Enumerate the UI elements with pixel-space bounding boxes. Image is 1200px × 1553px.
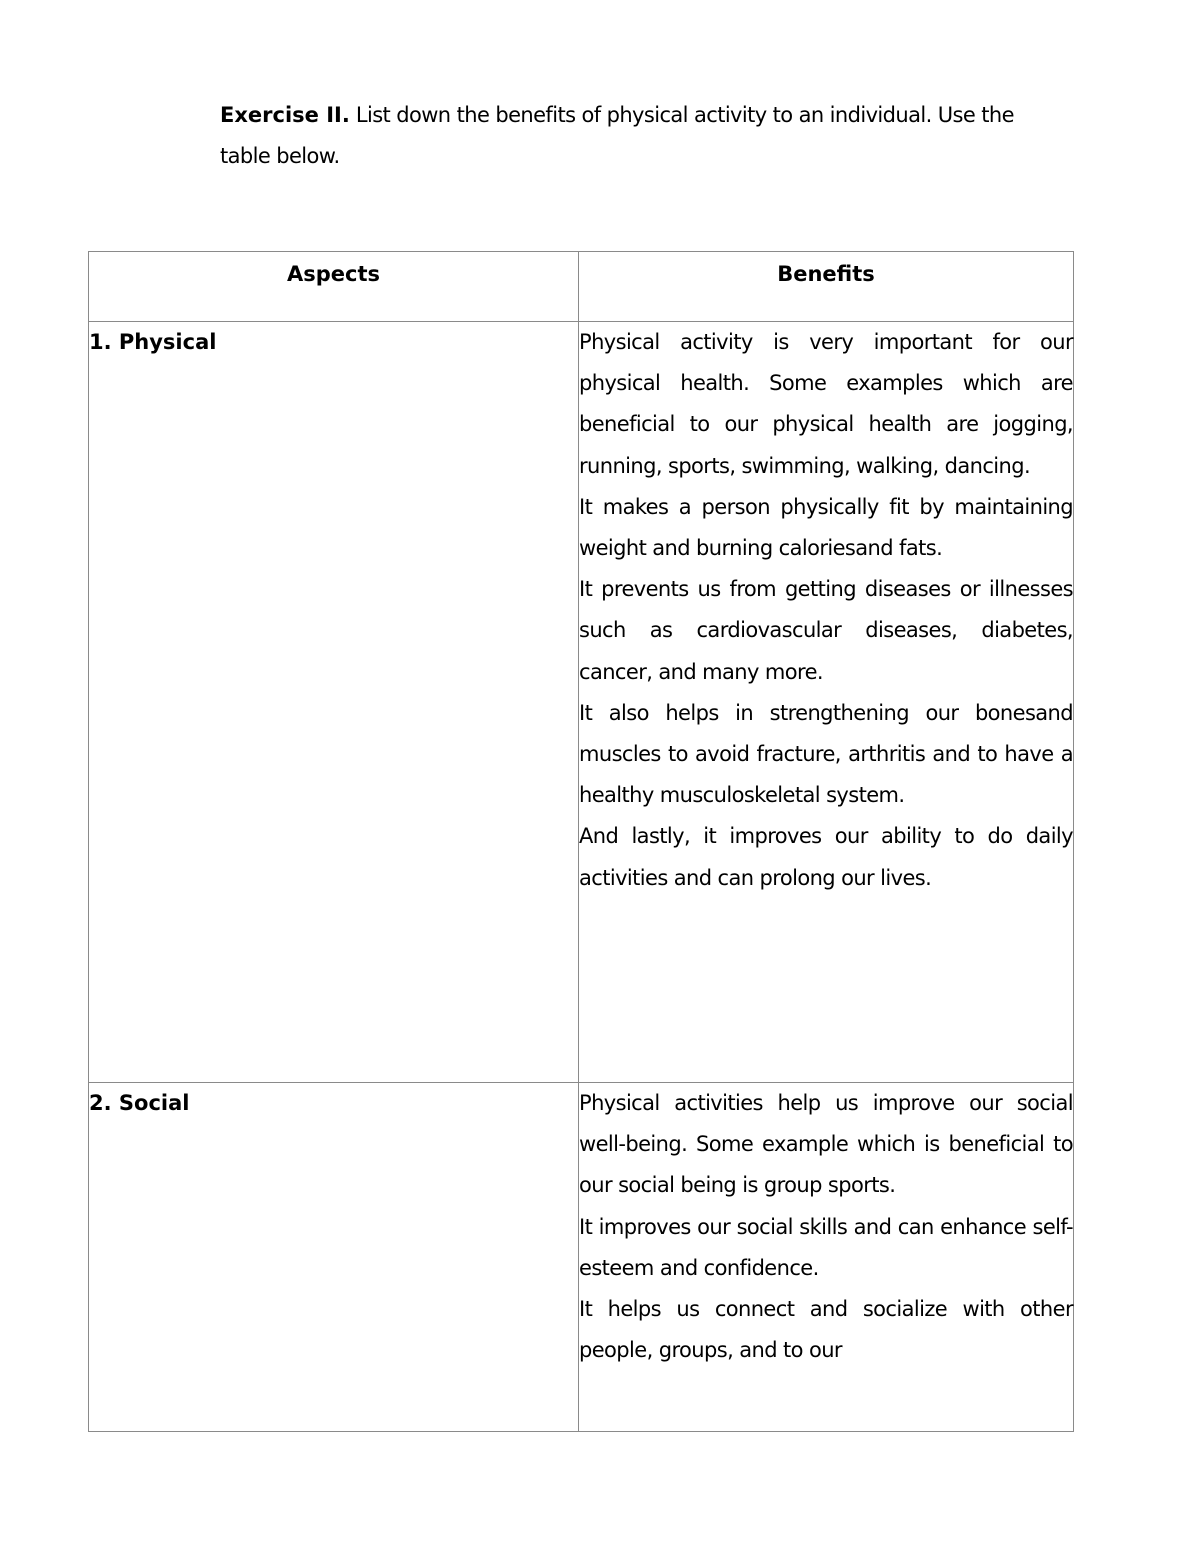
exercise-instruction-text: List down the benefits of physical activity to an individual. Use the table below.: [220, 103, 1014, 168]
header-aspects: Aspects: [89, 252, 579, 322]
benefit-paragraph: It makes a person physically fit by maintaining weight and burning caloriesand fats.: [579, 494, 1073, 561]
benefits-physical: [579, 322, 1074, 1083]
benefit-paragraph: It prevents us from getting diseases or illnesses such as cardiovascular diseases, diabetes, cancer, and many more.: [579, 577, 1073, 684]
aspect-physical: 1. Physical: [89, 322, 579, 1083]
benefit-paragraph: It improves our social skills and can enhance self-esteem and confidence.: [579, 1214, 1073, 1280]
exercise-instruction: [220, 95, 1060, 177]
benefit-paragraph: It also helps in strengthening our bonesand muscles to avoid fracture, arthritis and to have a healthy musculoskeletal system.: [579, 700, 1073, 808]
benefit-paragraph: Physical activity is very important for our physical health. Some examples which are beneficial to our physical health are jogging, running, sports, swimming, walking, dancing.: [579, 330, 1073, 478]
benefit-paragraph: It helps us connect and socialize with other people, groups, and to our: [579, 1297, 1073, 1363]
aspect-social: 2. Social: [89, 1083, 579, 1432]
table-row-social: [89, 1083, 1074, 1432]
benefit-paragraph: And lastly, it improves our ability to do daily activities and can prolong our lives.: [579, 824, 1073, 890]
table-row-physical: [89, 322, 1074, 1083]
table-header-row: [89, 252, 1074, 322]
benefit-paragraph: Physical activities help us improve our social well-being. Some example which is beneficial to our social being is group sports.: [579, 1091, 1073, 1198]
benefits-table: [88, 251, 1074, 1432]
header-benefits: Benefits: [579, 252, 1074, 322]
benefits-social: [579, 1083, 1074, 1432]
exercise-label: Exercise II.: [220, 103, 350, 127]
